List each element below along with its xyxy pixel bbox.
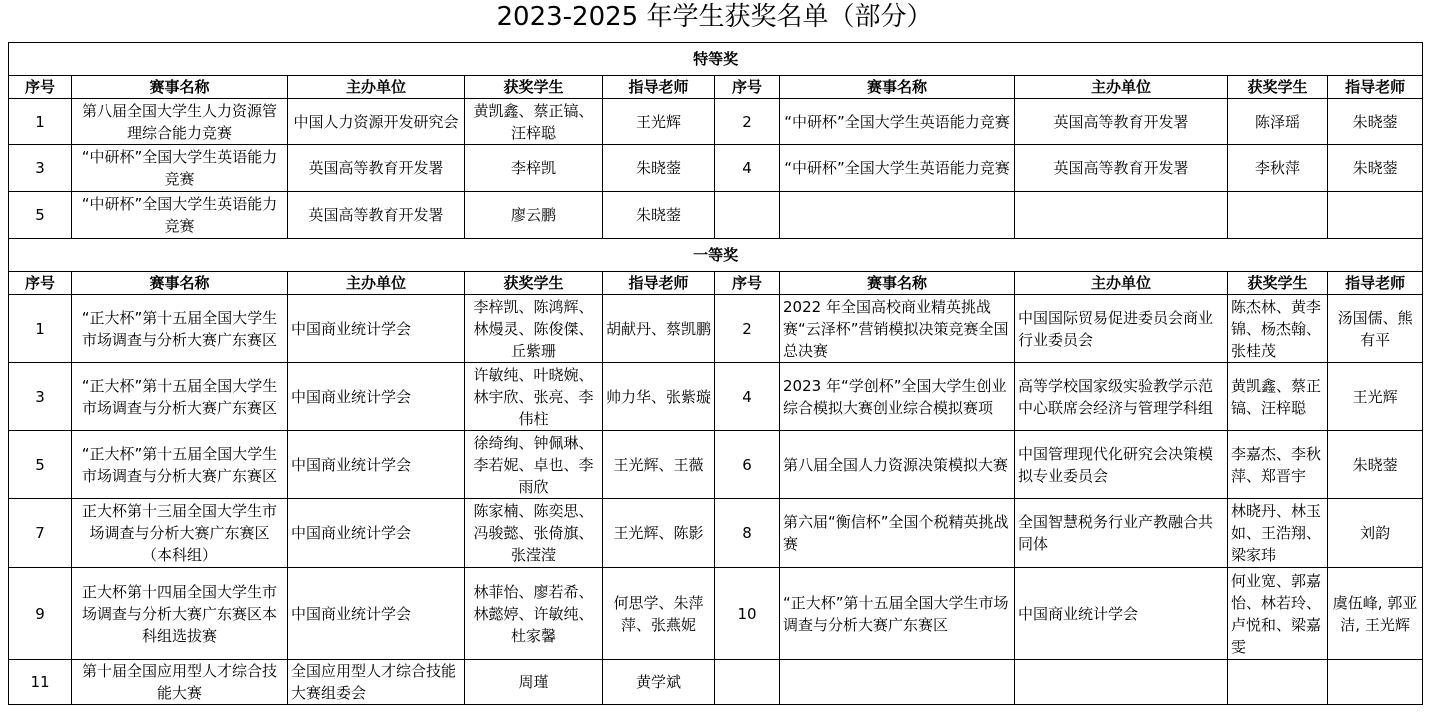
column-header: 指导老师	[603, 76, 715, 99]
organizer-cell: 英国高等教育开发署	[1015, 99, 1228, 145]
advisor-cell: 汤国儒、熊有平	[1328, 295, 1423, 363]
serial-number-cell: 4	[715, 363, 780, 431]
serial-number-cell: 2	[715, 295, 780, 363]
organizer-cell: 英国高等教育开发署	[288, 192, 465, 239]
organizer-cell: 高等学校国家级实验教学示范中心联席会经济与管理学科组	[1015, 363, 1228, 431]
students-cell: 周瑾	[465, 660, 603, 705]
students-cell: 林晓丹、林玉如、王浩翔、梁家玮	[1228, 499, 1328, 568]
header-row	[9, 272, 1423, 295]
students-cell: 廖云鹏	[465, 192, 603, 239]
column-header: 获奖学生	[465, 272, 603, 295]
event-name-cell: 第八届全国大学生人力资源管理综合能力竞赛	[72, 99, 288, 145]
event-name-cell: 第八届全国人力资源决策模拟大赛	[780, 431, 1015, 499]
students-cell: 李梓凯、陈鸿辉、林熳灵、陈俊傑、丘紫珊	[465, 295, 603, 363]
students-cell	[1228, 192, 1328, 239]
organizer-cell: 中国管理现代化研究会决策模拟专业委员会	[1015, 431, 1228, 499]
students-cell: 陈泽瑶	[1228, 99, 1328, 145]
advisor-cell: 胡献丹、蔡凯鹏	[603, 295, 715, 363]
advisor-cell: 何思学、朱萍萍、张燕妮	[603, 568, 715, 660]
awards-table	[8, 42, 1423, 705]
event-name-cell	[780, 660, 1015, 705]
serial-number-cell	[715, 192, 780, 239]
event-name-cell: “正大杯”第十五届全国大学生市场调查与分析大赛广东赛区	[72, 431, 288, 499]
advisor-cell: 王光辉	[1328, 363, 1423, 431]
event-name-cell: “正大杯”第十五届全国大学生市场调查与分析大赛广东赛区	[72, 295, 288, 363]
column-header: 指导老师	[1328, 272, 1423, 295]
table-row	[9, 568, 1423, 660]
column-header: 序号	[715, 76, 780, 99]
event-name-cell: “正大杯”第十五届全国大学生市场调查与分析大赛广东赛区	[72, 363, 288, 431]
column-header: 赛事名称	[72, 272, 288, 295]
advisor-cell: 虞伍峰, 郭亚洁, 王光辉	[1328, 568, 1423, 660]
table-row	[9, 192, 1423, 239]
section-row	[9, 239, 1423, 272]
table-row	[9, 99, 1423, 145]
event-name-cell: 第六届“衡信杯”全国个税精英挑战赛	[780, 499, 1015, 568]
organizer-cell: 英国高等教育开发署	[1015, 145, 1228, 192]
advisor-cell: 朱晓蓥	[1328, 99, 1423, 145]
advisor-cell: 黄学斌	[603, 660, 715, 705]
event-name-cell: “中研杯”全国大学生英语能力竞赛	[72, 145, 288, 192]
column-header: 主办单位	[1015, 272, 1228, 295]
organizer-cell	[1015, 192, 1228, 239]
serial-number-cell: 8	[715, 499, 780, 568]
advisor-cell: 王光辉	[603, 99, 715, 145]
students-cell: 何业宽、郭嘉怡、林若玲、卢悦和、梁嘉雯	[1228, 568, 1328, 660]
students-cell: 李梓凯	[465, 145, 603, 192]
serial-number-cell: 4	[715, 145, 780, 192]
organizer-cell: 中国商业统计学会	[288, 499, 465, 568]
column-header: 获奖学生	[465, 76, 603, 99]
advisor-cell: 刘韵	[1328, 499, 1423, 568]
advisor-cell: 朱晓蓥	[1328, 431, 1423, 499]
table-row	[9, 660, 1423, 705]
event-name-cell: 2023 年“学创杯”全国大学生创业综合模拟大赛创业综合模拟赛项	[780, 363, 1015, 431]
students-cell: 林菲怡、廖若希、林懿婷、许敏纯、杜家馨	[465, 568, 603, 660]
organizer-cell: 中国商业统计学会	[288, 568, 465, 660]
column-header: 赛事名称	[780, 76, 1015, 99]
event-name-cell: 第十届全国应用型人才综合技能大赛	[72, 660, 288, 705]
column-header: 主办单位	[288, 76, 465, 99]
serial-number-cell: 1	[9, 295, 72, 363]
students-cell	[1228, 660, 1328, 705]
organizer-cell: 中国商业统计学会	[288, 363, 465, 431]
serial-number-cell: 3	[9, 363, 72, 431]
advisor-cell: 朱晓蓥	[1328, 145, 1423, 192]
section-title: 特等奖	[9, 43, 1423, 76]
serial-number-cell: 3	[9, 145, 72, 192]
serial-number-cell: 7	[9, 499, 72, 568]
event-name-cell: 正大杯第十三届全国大学生市场调查与分析大赛广东赛区（本科组）	[72, 499, 288, 568]
serial-number-cell: 9	[9, 568, 72, 660]
page-title: 2023-2025 年学生获奖名单（部分）	[496, 2, 933, 32]
advisor-cell	[1328, 660, 1423, 705]
event-name-cell: “中研杯”全国大学生英语能力竞赛	[72, 192, 288, 239]
column-header: 指导老师	[1328, 76, 1423, 99]
students-cell: 黄凯鑫、蔡正镐、汪梓聪	[1228, 363, 1328, 431]
organizer-cell: 中国商业统计学会	[1015, 568, 1228, 660]
header-row	[9, 76, 1423, 99]
event-name-cell	[780, 192, 1015, 239]
students-cell: 陈杰林、黄李锦、杨杰翰、张桂茂	[1228, 295, 1328, 363]
advisor-cell: 王光辉、王薇	[603, 431, 715, 499]
event-name-cell: “中研杯”全国大学生英语能力竞赛	[780, 145, 1015, 192]
serial-number-cell: 11	[9, 660, 72, 705]
column-header: 赛事名称	[72, 76, 288, 99]
event-name-cell: 2022 年全国高校商业精英挑战赛“云泽杯”营销模拟决策竞赛全国总决赛	[780, 295, 1015, 363]
advisor-cell: 帅力华、张紫璇	[603, 363, 715, 431]
column-header: 指导老师	[603, 272, 715, 295]
column-header: 序号	[715, 272, 780, 295]
serial-number-cell: 1	[9, 99, 72, 145]
students-cell: 许敏纯、叶晓婉、林宇欣、张亮、李伟柱	[465, 363, 603, 431]
organizer-cell	[1015, 660, 1228, 705]
table-row	[9, 499, 1423, 568]
column-header: 序号	[9, 76, 72, 99]
students-cell: 李嘉杰、李秋萍、郑晋宇	[1228, 431, 1328, 499]
section-row	[9, 43, 1423, 76]
table-row	[9, 145, 1423, 192]
advisor-cell: 朱晓蓥	[603, 192, 715, 239]
table-row	[9, 295, 1423, 363]
serial-number-cell: 5	[9, 192, 72, 239]
students-cell: 徐绮绚、钟佩琳、李若妮、卓也、李雨欣	[465, 431, 603, 499]
column-header: 获奖学生	[1228, 272, 1328, 295]
students-cell: 陈家楠、陈奕思、冯骏懿、张倚旗、张滢滢	[465, 499, 603, 568]
column-header: 赛事名称	[780, 272, 1015, 295]
organizer-cell: 中国人力资源开发研究会	[288, 99, 465, 145]
section-title: 一等奖	[9, 239, 1423, 272]
event-name-cell: “中研杯”全国大学生英语能力竞赛	[780, 99, 1015, 145]
students-cell: 李秋萍	[1228, 145, 1328, 192]
advisor-cell: 朱晓蓥	[603, 145, 715, 192]
column-header: 主办单位	[1015, 76, 1228, 99]
serial-number-cell: 6	[715, 431, 780, 499]
organizer-cell: 中国国际贸易促进委员会商业行业委员会	[1015, 295, 1228, 363]
event-name-cell: 正大杯第十四届全国大学生市场调查与分析大赛广东赛区本科组选拔赛	[72, 568, 288, 660]
students-cell: 黄凯鑫、蔡正镐、汪梓聪	[465, 99, 603, 145]
organizer-cell: 全国应用型人才综合技能大赛组委会	[288, 660, 465, 705]
advisor-cell	[1328, 192, 1423, 239]
serial-number-cell	[715, 660, 780, 705]
column-header: 序号	[9, 272, 72, 295]
organizer-cell: 全国智慧税务行业产教融合共同体	[1015, 499, 1228, 568]
serial-number-cell: 2	[715, 99, 780, 145]
organizer-cell: 中国商业统计学会	[288, 295, 465, 363]
event-name-cell: “正大杯”第十五届全国大学生市场调查与分析大赛广东赛区	[780, 568, 1015, 660]
column-header: 获奖学生	[1228, 76, 1328, 99]
organizer-cell: 英国高等教育开发署	[288, 145, 465, 192]
column-header: 主办单位	[288, 272, 465, 295]
organizer-cell: 中国商业统计学会	[288, 431, 465, 499]
serial-number-cell: 10	[715, 568, 780, 660]
advisor-cell: 王光辉、陈影	[603, 499, 715, 568]
table-row	[9, 431, 1423, 499]
table-row	[9, 363, 1423, 431]
serial-number-cell: 5	[9, 431, 72, 499]
